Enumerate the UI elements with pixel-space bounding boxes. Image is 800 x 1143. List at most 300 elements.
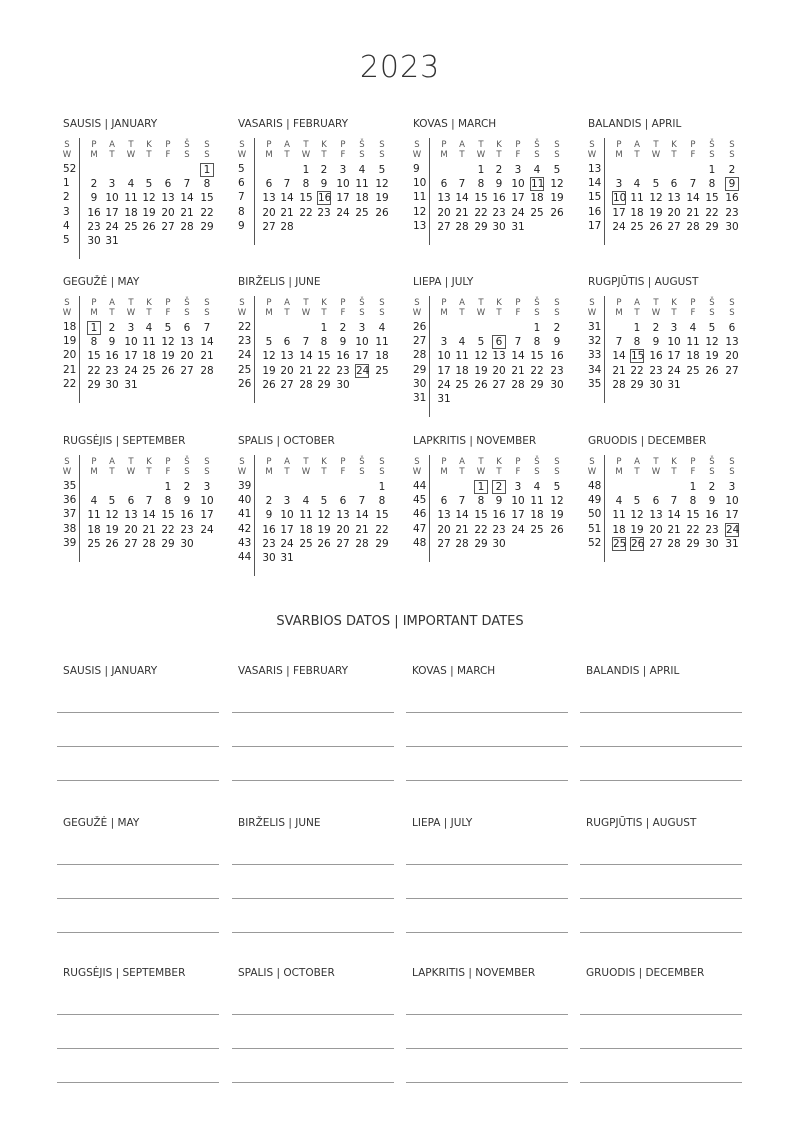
writing-line[interactable] (232, 1014, 394, 1015)
weekday-letter: A (109, 457, 115, 467)
day-cell: 4 (90, 495, 98, 508)
weekday-letter: F (340, 150, 346, 160)
day-cell: 31 (105, 235, 119, 247)
writing-line[interactable] (580, 932, 742, 933)
day-cell: 17 (355, 350, 369, 363)
week-divider (604, 296, 605, 403)
day-cell: 13 (667, 192, 681, 205)
day-cell: 12 (105, 509, 119, 522)
weekday-letter: T (653, 298, 659, 308)
day-cell: 27 (280, 378, 294, 391)
week-number: 49 (588, 494, 602, 507)
day-cell: 26 (317, 537, 331, 550)
day-cell: 18 (355, 192, 369, 205)
writing-line[interactable] (232, 864, 394, 865)
month-title: KOVAS | MARCH (413, 118, 497, 130)
day-cell: 29 (200, 220, 214, 233)
writing-line[interactable] (406, 746, 568, 747)
day-cell-marked: 25 (613, 537, 627, 550)
writing-line[interactable] (57, 898, 219, 899)
writing-line[interactable] (580, 780, 742, 781)
weekday-letter: S (554, 308, 560, 318)
weekday-letter: Š (709, 140, 715, 150)
writing-line[interactable] (406, 780, 568, 781)
week-number: 19 (63, 335, 77, 348)
day-cell: 29 (161, 537, 175, 550)
week-number: 42 (238, 522, 252, 535)
writing-line[interactable] (57, 1048, 219, 1049)
month-title: LIEPA | JULY (413, 276, 474, 288)
writing-line[interactable] (580, 1014, 742, 1015)
writing-line[interactable] (406, 1014, 568, 1015)
day-cell: 4 (127, 178, 135, 191)
day-cell: 30 (492, 537, 506, 550)
day-cell: 7 (302, 336, 310, 349)
day-cell: 5 (477, 336, 485, 349)
day-cell: 7 (145, 495, 153, 508)
day-cell: 25 (375, 364, 389, 377)
weekday-letter: W (301, 150, 311, 160)
day-cell: 15 (200, 192, 214, 205)
month-6 (413, 276, 573, 416)
week-number: 17 (588, 219, 602, 232)
week-number: 33 (588, 349, 602, 362)
weekday-letter: T (128, 298, 134, 308)
day-cell: 11 (375, 336, 389, 349)
day-cell: 23 (649, 364, 663, 377)
weekday-letter: S (379, 467, 385, 477)
writing-line[interactable] (57, 932, 219, 933)
day-cell: 18 (455, 364, 469, 377)
day-cell: 22 (474, 523, 488, 536)
day-cell: 14 (686, 192, 700, 205)
day-cell: 5 (320, 495, 328, 508)
week-header-letter: W (237, 467, 247, 477)
writing-line[interactable] (57, 746, 219, 747)
month-title: RUGSĖJIS | SEPTEMBER (63, 435, 186, 447)
weekday-letter: A (634, 140, 640, 150)
weekday-letter: P (616, 457, 622, 467)
week-divider (604, 138, 605, 245)
day-cell: 25 (124, 220, 138, 233)
day-cell: 18 (686, 350, 700, 363)
day-cell: 31 (124, 378, 138, 391)
weekday-letter: Š (709, 457, 715, 467)
important-month-block (406, 817, 568, 829)
writing-line[interactable] (406, 864, 568, 865)
writing-line[interactable] (406, 898, 568, 899)
day-cell: 23 (725, 206, 739, 219)
month-1 (238, 118, 398, 258)
writing-line[interactable] (232, 712, 394, 713)
weekday-letter: S (534, 150, 540, 160)
day-cell: 17 (437, 364, 451, 377)
day-cell: 27 (180, 364, 194, 377)
week-header-letter: W (237, 150, 247, 160)
week-number: 52 (588, 536, 602, 549)
weekday-letter: T (146, 308, 152, 318)
writing-line[interactable] (232, 1048, 394, 1049)
day-cell: 4 (358, 164, 366, 176)
day-cell: 1 (633, 322, 641, 334)
day-cell: 13 (725, 336, 739, 349)
day-cell: 21 (280, 206, 294, 219)
day-cell: 13 (161, 192, 175, 205)
day-cell: 31 (667, 378, 681, 391)
day-cell: 12 (317, 509, 331, 522)
day-cell: 28 (686, 220, 700, 233)
day-cell: 28 (280, 220, 294, 233)
day-cell: 24 (511, 523, 525, 536)
important-month-block (232, 665, 394, 677)
day-cell: 18 (612, 523, 626, 536)
weekday-letter: T (303, 140, 309, 150)
day-cell: 30 (492, 220, 506, 233)
day-cell: 22 (375, 523, 389, 536)
month-title: BALANDIS | APRIL (588, 118, 682, 130)
weekday-letter: P (165, 298, 171, 308)
day-cell: 10 (355, 336, 369, 349)
week-number: 18 (63, 321, 77, 333)
day-cell: 12 (705, 336, 719, 349)
day-cell: 15 (530, 350, 544, 363)
day-cell: 28 (455, 220, 469, 233)
day-cell: 3 (203, 481, 211, 493)
day-cell: 1 (320, 322, 328, 334)
weekday-letter: F (515, 467, 521, 477)
day-cell: 29 (474, 537, 488, 550)
weekday-letter: K (496, 457, 502, 467)
week-number: 26 (238, 377, 252, 390)
weekday-letter: P (515, 457, 521, 467)
day-cell: 9 (495, 495, 503, 508)
day-cell: 6 (283, 336, 291, 349)
weekday-letter: P (441, 298, 447, 308)
day-cell: 13 (124, 509, 138, 522)
day-cell: 15 (317, 350, 331, 363)
day-cell: 15 (161, 509, 175, 522)
day-cell: 17 (725, 509, 739, 522)
day-cell: 14 (511, 350, 525, 363)
writing-line[interactable] (57, 1014, 219, 1015)
day-cell: 25 (87, 537, 101, 550)
day-cell: 8 (477, 178, 485, 191)
day-cell: 18 (530, 192, 544, 205)
weekday-letter: A (459, 298, 465, 308)
week-number: 32 (588, 335, 602, 348)
weekday-letter: Š (184, 140, 190, 150)
weekday-letter: T (478, 298, 484, 308)
day-cell: 8 (203, 178, 211, 191)
day-cell: 26 (105, 537, 119, 550)
writing-line[interactable] (57, 864, 219, 865)
writing-line[interactable] (232, 932, 394, 933)
day-cell: 12 (550, 178, 564, 191)
writing-line[interactable] (580, 746, 742, 747)
week-number: 29 (413, 363, 427, 376)
week-number: 40 (238, 494, 252, 507)
week-header-letter: W (237, 308, 247, 318)
week-header-letter: S (64, 298, 70, 308)
day-cell: 5 (708, 322, 716, 334)
week-number: 12 (413, 205, 427, 218)
week-number: 28 (413, 349, 427, 362)
writing-line[interactable] (580, 1082, 742, 1083)
weekday-letter: K (146, 457, 152, 467)
writing-line[interactable] (580, 1048, 742, 1049)
day-cell-marked: 1 (200, 163, 214, 177)
week-header-letter: W (62, 308, 72, 318)
day-cell-marked: 24 (726, 523, 740, 536)
writing-line[interactable] (406, 1048, 568, 1049)
day-cell: 23 (262, 537, 276, 550)
week-number: 35 (588, 377, 602, 390)
day-cell: 23 (317, 206, 331, 219)
day-cell: 26 (474, 378, 488, 391)
week-divider (79, 296, 80, 403)
day-cell: 16 (105, 350, 119, 363)
day-cell: 27 (649, 537, 663, 550)
day-cell: 13 (336, 509, 350, 522)
day-cell: 13 (180, 336, 194, 349)
day-cell: 13 (280, 350, 294, 363)
day-cell: 26 (375, 206, 389, 219)
day-cell: 23 (87, 220, 101, 233)
day-cell: 13 (492, 350, 506, 363)
important-month-title: SAUSIS | JANUARY (63, 665, 158, 677)
day-cell: 5 (145, 178, 153, 191)
day-cell: 30 (705, 537, 719, 550)
weekday-letter: P (441, 140, 447, 150)
writing-line[interactable] (580, 898, 742, 899)
week-number: 46 (413, 508, 427, 521)
weekday-letter: Š (359, 457, 365, 467)
day-cell: 29 (87, 378, 101, 391)
writing-line[interactable] (232, 898, 394, 899)
day-cell: 27 (336, 537, 350, 550)
week-number: 10 (413, 177, 427, 190)
day-cell: 10 (511, 178, 525, 191)
weekday-letter: S (204, 308, 210, 318)
day-cell-marked: 10 (613, 192, 627, 205)
day-cell: 25 (355, 206, 369, 219)
day-cell-marked: 2 (492, 480, 506, 494)
day-cell: 20 (437, 206, 451, 219)
day-cell: 3 (670, 322, 678, 334)
writing-line[interactable] (580, 712, 742, 713)
weekday-letter: P (690, 140, 696, 150)
day-cell: 26 (705, 364, 719, 377)
writing-line[interactable] (57, 780, 219, 781)
week-number: 27 (413, 335, 427, 348)
writing-line[interactable] (232, 746, 394, 747)
day-cell: 12 (161, 336, 175, 349)
weekday-letter: T (634, 467, 640, 477)
weekday-letter: T (496, 150, 502, 160)
day-cell: 5 (633, 495, 641, 508)
week-divider (429, 296, 430, 417)
day-cell: 9 (339, 336, 347, 349)
day-cell: 29 (705, 220, 719, 233)
weekday-letter: A (109, 140, 115, 150)
weekday-letter: S (204, 150, 210, 160)
day-cell: 8 (533, 336, 541, 349)
day-cell: 21 (200, 350, 214, 363)
writing-line[interactable] (57, 1082, 219, 1083)
weekday-letter: P (616, 298, 622, 308)
day-cell: 21 (667, 523, 681, 536)
week-number: 9 (238, 219, 245, 232)
day-cell: 2 (108, 322, 116, 334)
important-month-title: GEGUŽĖ | MAY (63, 817, 140, 829)
day-cell: 27 (725, 364, 739, 377)
week-number: 11 (413, 191, 427, 204)
day-cell: 2 (320, 164, 328, 176)
day-cell: 14 (280, 192, 294, 205)
weekday-letter: Š (184, 298, 190, 308)
day-cell: 18 (530, 509, 544, 522)
week-header-letter: W (587, 308, 597, 318)
weekday-letter: T (459, 150, 465, 160)
day-cell: 4 (302, 495, 310, 508)
weekday-letter: S (359, 467, 365, 477)
day-cell: 30 (725, 220, 739, 233)
day-cell: 7 (514, 336, 522, 349)
weekday-letter: Š (534, 140, 540, 150)
day-cell: 3 (728, 481, 736, 493)
writing-line[interactable] (57, 712, 219, 713)
writing-line[interactable] (232, 1082, 394, 1083)
day-cell: 12 (262, 350, 276, 363)
week-number: 6 (238, 177, 245, 190)
day-cell: 25 (299, 537, 313, 550)
day-cell: 28 (180, 220, 194, 233)
day-cell: 22 (299, 206, 313, 219)
week-header-letter: S (239, 298, 245, 308)
day-cell: 22 (530, 364, 544, 377)
day-cell: 3 (108, 178, 116, 191)
week-number: 16 (588, 205, 602, 218)
weekday-letter: A (284, 457, 290, 467)
day-cell: 22 (87, 364, 101, 377)
day-cell: 25 (455, 378, 469, 391)
important-month-title: LAPKRITIS | NOVEMBER (412, 967, 536, 979)
weekday-letter: T (459, 467, 465, 477)
day-cell: 8 (708, 178, 716, 191)
writing-line[interactable] (580, 864, 742, 865)
day-cell: 21 (612, 364, 626, 377)
weekday-letter: T (634, 150, 640, 160)
weekday-letter: Š (534, 457, 540, 467)
day-cell: 2 (728, 164, 736, 176)
day-cell: 16 (550, 350, 564, 363)
day-cell: 12 (375, 178, 389, 191)
weekday-letter: T (109, 308, 115, 318)
day-cell: 20 (262, 206, 276, 219)
day-cell: 16 (725, 192, 739, 205)
day-cell: 29 (630, 378, 644, 391)
week-divider (254, 138, 255, 245)
day-cell: 12 (649, 192, 663, 205)
weekday-letter: T (303, 298, 309, 308)
day-cell: 17 (511, 509, 525, 522)
week-number: 3 (63, 205, 70, 218)
day-cell-marked: 1 (474, 480, 488, 494)
month-title: SAUSIS | JANUARY (63, 118, 158, 130)
month-8 (63, 435, 223, 575)
day-cell: 28 (511, 378, 525, 391)
month-title: GEGUŽĖ | MAY (63, 276, 140, 288)
week-number: 4 (63, 219, 70, 232)
writing-line[interactable] (232, 780, 394, 781)
weekday-letter: T (146, 467, 152, 477)
weekday-letter: W (651, 467, 661, 477)
weekday-letter: S (204, 298, 210, 308)
week-number: 21 (63, 363, 77, 376)
day-cell: 21 (355, 523, 369, 536)
day-cell: 2 (339, 322, 347, 334)
day-cell: 23 (336, 364, 350, 377)
day-cell-marked: 9 (725, 177, 739, 191)
weekday-letter: T (478, 140, 484, 150)
writing-line[interactable] (406, 1082, 568, 1083)
day-cell: 19 (317, 523, 331, 536)
day-cell: 6 (652, 495, 660, 508)
day-cell: 24 (200, 523, 214, 536)
weekday-letter: K (496, 140, 502, 150)
important-month-block (580, 665, 742, 677)
day-cell: 11 (630, 192, 644, 205)
week-divider (429, 455, 430, 562)
day-cell: 14 (455, 192, 469, 205)
day-cell: 23 (550, 364, 564, 377)
day-cell: 19 (550, 192, 564, 205)
day-cell: 13 (437, 192, 451, 205)
day-cell: 1 (164, 481, 172, 493)
weekday-letter: P (616, 140, 622, 150)
day-cell: 12 (474, 350, 488, 363)
day-cell: 23 (492, 206, 506, 219)
day-cell: 22 (705, 206, 719, 219)
weekday-letter: T (109, 467, 115, 477)
day-cell: 22 (474, 206, 488, 219)
weekday-letter: T (321, 308, 327, 318)
important-month-title: KOVAS | MARCH (412, 665, 496, 677)
day-cell: 15 (686, 509, 700, 522)
day-cell: 4 (633, 178, 641, 191)
day-cell: 12 (142, 192, 156, 205)
weekday-letter: S (729, 467, 735, 477)
day-cell: 6 (164, 178, 172, 191)
important-month-title: BIRŽELIS | JUNE (238, 817, 321, 829)
important-dates-title: SVARBIOS DATOS | IMPORTANT DATES (276, 614, 524, 629)
important-month-title: GRUODIS | DECEMBER (586, 967, 705, 979)
weekday-letter: S (729, 150, 735, 160)
weekday-letter: S (554, 457, 560, 467)
day-cell: 30 (336, 378, 350, 391)
day-cell-marked: 16 (318, 192, 332, 205)
day-cell: 7 (615, 336, 623, 349)
day-cell: 9 (90, 192, 98, 205)
weekday-letter: F (165, 150, 171, 160)
writing-line[interactable] (406, 932, 568, 933)
day-cell: 28 (142, 537, 156, 550)
day-cell: 2 (265, 495, 273, 508)
writing-line[interactable] (406, 712, 568, 713)
day-cell: 3 (283, 495, 291, 508)
weekday-letter: S (729, 140, 735, 150)
day-cell: 1 (378, 481, 386, 493)
